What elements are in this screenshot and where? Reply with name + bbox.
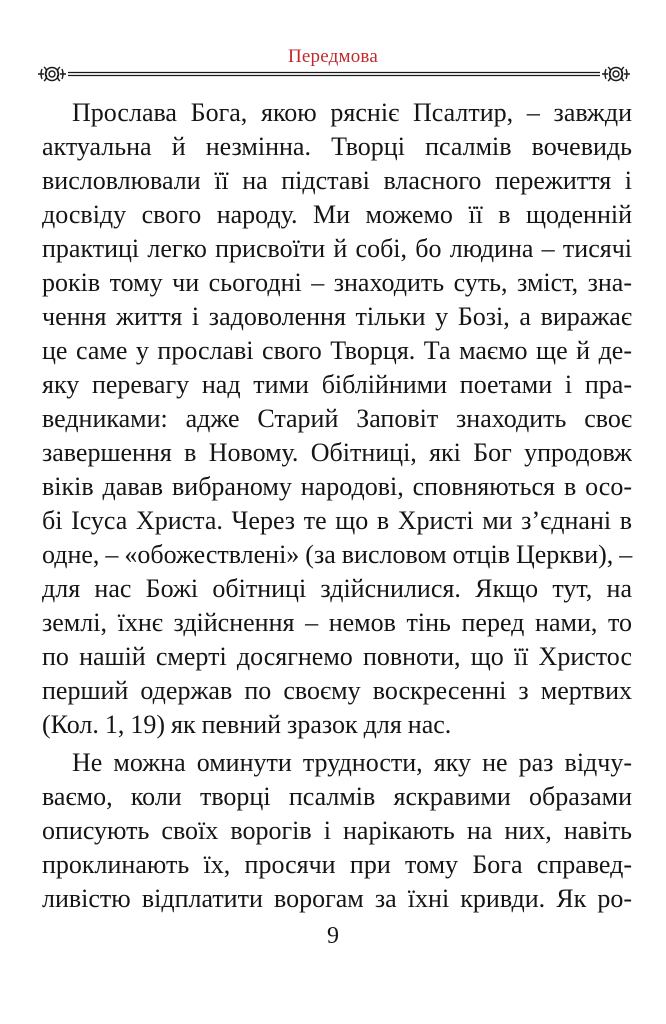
text-line: Не можна оминути трудности, яку не раз відчу- xyxy=(72,748,632,777)
left-ornament-icon xyxy=(38,67,66,81)
text-line: одне, – «обожествлені» (за висловом отців Церкви), – xyxy=(42,540,633,569)
text-line: ливістю відплатити ворогам за їхні кривди. Як ро- xyxy=(42,884,632,913)
page-number: 9 xyxy=(327,923,339,949)
text-line: досвіду свого народу. Ми можемо її в щоденній xyxy=(42,200,632,229)
header-ornament-rule xyxy=(34,63,634,85)
text-line: років тому чи сьогодні – знаходить суть, зміст, зна- xyxy=(42,268,632,297)
text-line: Прослава Бога, якою рясніє Псалтир, – завжди xyxy=(72,98,632,127)
text-line: ведниками: адже Старий Заповіт знаходить своє xyxy=(42,404,632,433)
text-line: бі Ісуса Христа. Через те що в Христі ми з’єднані в xyxy=(42,506,632,535)
text-line: землі, їхнє здійснення – немов тінь перед нами, то xyxy=(42,608,632,637)
text-line: (Кол. 1, 19) як певний зразок для нас. xyxy=(42,710,452,739)
text-line: ваємо, коли творці псалмів яскравими образами xyxy=(42,782,632,811)
text-line: віків давав вибраному народові, сповняються в осо- xyxy=(42,472,632,501)
text-line: завершення в Новому. Обітниці, які Бог упродовж xyxy=(42,438,632,467)
text-line: перший одержав по своєму воскресенні з мертвих xyxy=(42,676,632,705)
text-line: актуальна й незмінна. Творці псалмів вочевидь xyxy=(42,132,632,161)
text-line: практиці легко присвоїти й собі, бо людина – тисячі xyxy=(42,234,632,263)
text-line: це саме у прославі свого Творця. Та маємо ще й де- xyxy=(42,336,632,365)
right-ornament-icon xyxy=(602,67,630,81)
text-line: яку перевагу над тими біблійними поетами і пра- xyxy=(42,370,632,399)
body-text xyxy=(42,96,632,916)
text-line: висловлювали її на підставі власного пережиття і xyxy=(42,166,632,195)
text-line: по нашій смерті досягнемо повноти, що її Христос xyxy=(42,642,632,671)
text-line: для нас Божі обітниці здійснилися. Якщо тут, на xyxy=(42,574,632,603)
text-line: чення життя і задоволення тільки у Бозі, а виражає xyxy=(42,302,632,331)
running-header-title: Передмова xyxy=(288,46,378,67)
text-line: описують своїх ворогів і нарікають на них, навіть xyxy=(42,816,632,845)
paragraph-1 xyxy=(42,96,632,742)
text-line: проклинають їх, просячи при тому Бога справед- xyxy=(42,850,632,879)
paragraph-2 xyxy=(42,746,632,916)
